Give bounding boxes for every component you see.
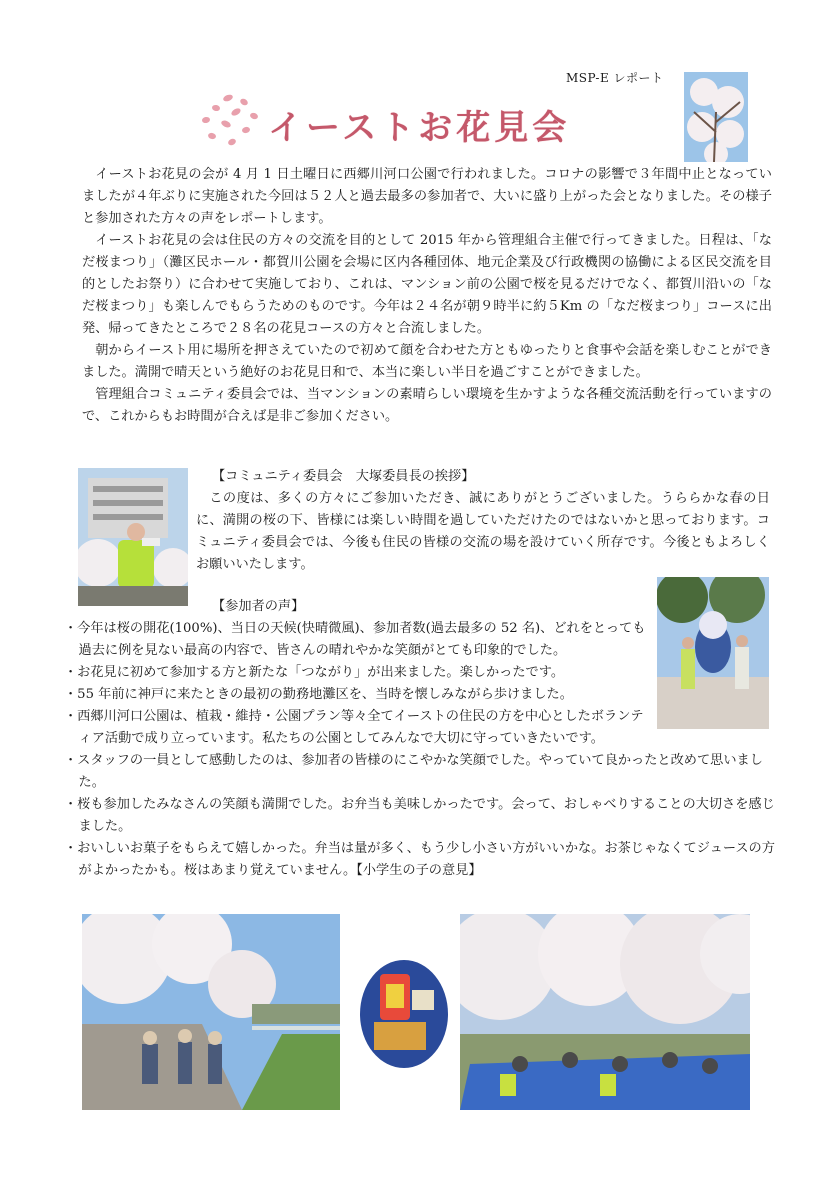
picnic-photo — [460, 914, 750, 1110]
greeting-heading: 【コミュニティ委員会 大塚委員長の挨拶】 — [212, 469, 475, 484]
chairman-speech-photo — [78, 468, 188, 606]
voice-item: ・スタッフの一員として感動したのは、参加者の皆様のにこやかな笑顔でした。やっていて良かったと改めて思いました。 — [64, 753, 763, 790]
riverside-walk-photo — [82, 914, 340, 1110]
page-title: イーストお花見会 — [268, 108, 571, 148]
voice-item: ・今年は桜の開花(100%)、当日の天候(快晴微風)、参加者数(過去最多の 52 名)、どれをとっても過去に例を見ない最高の内容で、皆さんの晴れやかな笑顔がとても印象的でした。 — [64, 621, 646, 658]
greeting-body: この度は、多くの方々にご参加いただき、誠にありがとうございました。うららかな春の日に、満開の桜の下、皆様には楽しい時間を過していただけたのではないかと思っております。コミュニティ委員会では、今後も住民の皆様の交流の場を設けていく所存です。今後ともよろしくお願いいたします。 — [196, 491, 770, 572]
voice-item: ・お花見に初めて参加する方と新たな「つながり」が出来ました。楽しかったです。 — [64, 665, 565, 680]
voices-list — [64, 618, 780, 882]
intro-paragraph-1: イーストお花見の会が 4 月 1 日土曜日に西郷川河口公園で行われました。コロナの影響で３年間中止となっていましたが４年ぶりに実施された今回は５２人と過去最多の参加者で、大いに盛り上がった会となりました。その様子と参加された方々の声をレポートします。 — [82, 167, 772, 226]
cherry-petals-decoration — [188, 92, 268, 152]
intro-paragraph-4: 管理組合コミュニティ委員会では、当マンションの素晴らしい環境を生かすような各種交流活動を行っていますので、これからもお時間が合えば是非ご参加ください。 — [82, 387, 772, 424]
voice-item: ・55 年前に神戸に来たときの最初の勤務地灘区を、当時を懐しみながら歩けました。 — [64, 687, 573, 702]
voices-heading: 【参加者の声】 — [212, 599, 305, 614]
voice-item: ・西郷川河口公園は、植栽・維持・公園プラン等々全てイーストの住民の方を中心としたボランティア活動で成り立っています。私たちの公園としてみんなで大切に守っていきたいです。 — [64, 709, 644, 746]
intro-paragraph-3: 朝からイースト用に場所を押さえていたので初めて顔を合わせた方ともゆったりと食事や会話を楽しむことができました。満開で晴天という絶好のお花見日和で、本当に楽しい半日を過ごすことができました。 — [82, 343, 772, 380]
voice-item: ・おいしいお菓子をもらえて嬉しかった。弁当は量が多く、もう少し小さい方がいいかな。お茶じゃなくてジュースの方がよかったかも。桜はあまり覚えていません。【小学生の子の意見】 — [64, 841, 775, 878]
intro-paragraph-2: イーストお花見の会は住民の方々の交流を目的として 2015 年から管理組合主催で行ってきました。日程は、「なだ桜まつり」（灘区民ホール・都賀川公園を会場に区内各種団体、地元企業及び行政機関の協働による区民交流を目的としたお祭り）に合わせて実施しており、これは、マンション前の公園で桜を見るだけでなく、都賀川沿いの「なだ桜まつり」も楽しんでもらうためのものです。今年は２４名が朝９時半に約５Km の「なだ桜まつり」コースに出発、帰ってきたところで２８名の花見コースの方々と合流しました。 — [82, 233, 772, 336]
report-label: MSP-E レポート — [566, 71, 664, 85]
sweets-photo — [360, 960, 448, 1068]
header-sakura-photo — [684, 72, 748, 162]
voice-item: ・桜も参加したみなさんの笑顔も満開でした。お弁当も美味しかったです。会って、おしゃべりすることの大切さを感じました。 — [64, 797, 775, 834]
